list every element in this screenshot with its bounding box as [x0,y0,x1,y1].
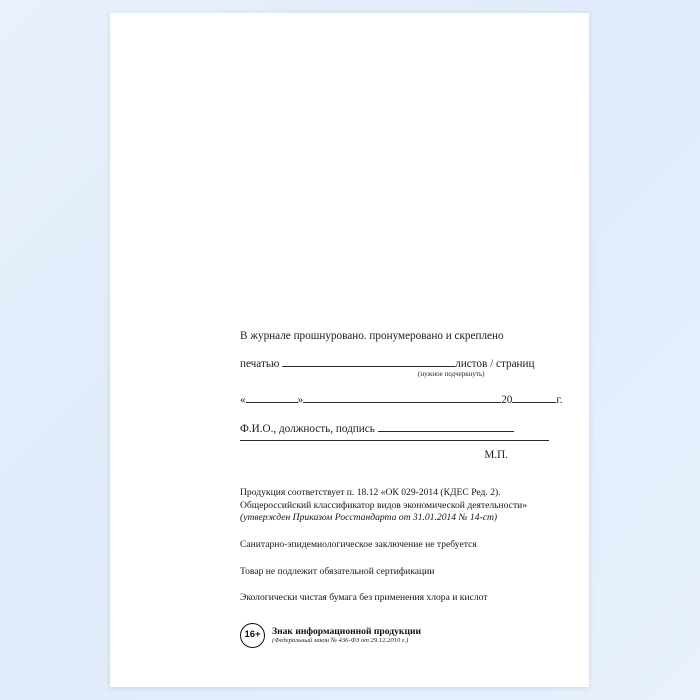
paper-note: Экологически чистая бумага без применения хлора и кислот [240,592,488,604]
age-mark-law: (Федеральный закон № 436-ФЗ от 29.12.2010 г.) [272,637,409,645]
signature-line [240,420,549,435]
sanitary-note: Санитарно-эпидемиологическое заключение не требуется [240,538,477,550]
age-rating-icon: 16+ [240,623,265,648]
age-mark-title: Знак информационной продукции [272,626,422,638]
document-content [240,330,563,648]
signature-rule [378,420,514,432]
date-month-rule [303,391,501,403]
date-quote-close: » [297,394,304,407]
age-mark-row [240,623,549,648]
compliance-block [240,487,549,648]
stamp-place: М.П. [484,448,508,461]
binding-statement-line [240,331,549,342]
certification-note: Товар не подлежит обязательной сертификации [240,565,435,577]
seal-label: печатью [240,358,280,371]
date-day-rule [246,391,298,403]
age-mark-text [272,626,421,645]
underline-note: (нужное подчеркнуть) [418,370,485,379]
year-prefix: 20 [501,394,513,407]
year-suffix: г. [556,394,563,407]
seal-line [240,355,549,378]
compliance-order-note: (утвержден Приказом Росстандарта от 31.01.2014 № 14-ст) [240,512,498,524]
document-page [110,13,589,687]
binding-statement-text: В журнале прошнуровано. пронумеровано и скреплено [240,330,504,342]
signature-full-rule [240,439,549,441]
signature-label: Ф.И.О., должность, подпись [240,422,375,435]
compliance-line-2: Общероссийский классификатор видов экономической деятельности» [240,499,528,511]
compliance-line-1: Продукция соответствует п. 18.12 «ОК 029-2014 (КДЕС Ред. 2). [240,487,501,499]
seal-fill-rule [282,355,455,367]
date-line [240,391,563,407]
date-quote-open: « [240,394,246,407]
sheets-label: листов / страниц [455,358,535,371]
binding-block [240,330,563,461]
date-year-rule [512,391,556,403]
